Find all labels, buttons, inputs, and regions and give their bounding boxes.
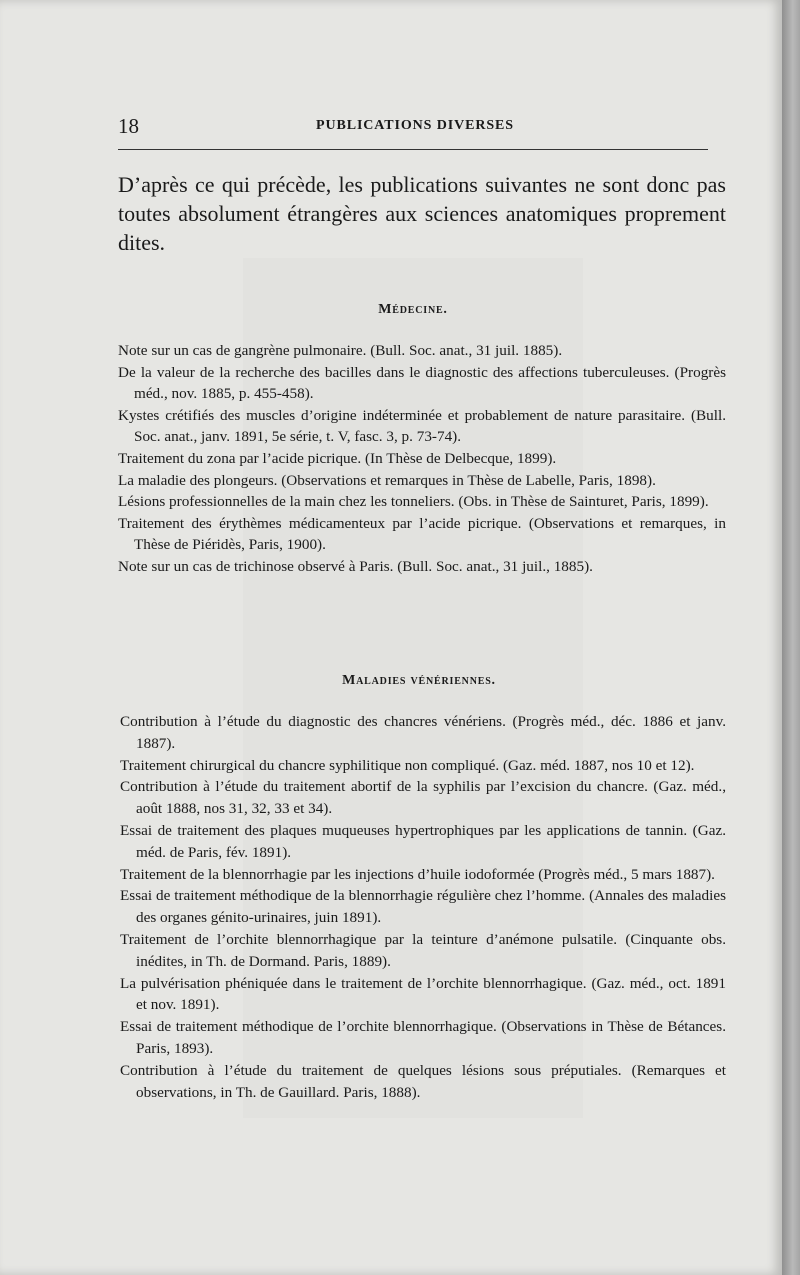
page-number: 18 (118, 114, 139, 138)
section-title-medecine: Médecine. (378, 302, 448, 317)
list-item: Traitement du zona par l’acide picrique. (In Thèse de Delbecque, 1899). (118, 449, 557, 467)
list-item: De la valeur de la recherche des bacilles dans le diagnostic des affections tuberculeuses. (Progrès méd., nov. 1885, p. 455-458). (118, 363, 726, 403)
list-item: Contribution à l’étude du traitement de quelques lésions sous préputiales. (Remarques et observations, in Th. de Gauillard. Paris, 1888). (120, 1061, 726, 1101)
list-item: Traitement de l’orchite blennorrhagique par la teinture d’anémone pulsatile. (Cinquante obs. inédites, in Th. de Dormand. Paris, 1889). (120, 930, 726, 970)
list-item: Contribution à l’étude du diagnostic des chancres vénériens. (Progrès méd., déc. 1886 et janv. 1887). (120, 713, 726, 752)
list-item: Essai de traitement méthodique de l’orchite blennorrhagique. (Observations in Thèse de Bétances. Paris, 1893). (120, 1018, 726, 1057)
list-item: Essai de traitement méthodique de la blennorrhagie régulière chez l’homme. (Annales des maladies des organes génito-urinaires, juin 1891). (120, 887, 726, 927)
running-head (118, 112, 708, 142)
list-item: Note sur un cas de gangrène pulmonaire. (Bull. Soc. anat., 31 juil. 1885). (118, 342, 563, 359)
list-item: Traitement des érythèmes médicamenteux par l’acide picrique. (Observations et remarques, in Thèse de Piéridès, Paris, 1900). (118, 514, 726, 554)
list-item: Lésions professionnelles de la main chez les tonneliers. (Obs. in Thèse de Sainturet, Paris, 1899). (118, 493, 709, 511)
intro-paragraph: D’après ce qui précède, les publications suivantes ne sont donc pas toutes absolument étrangères aux sciences anatomiques proprement dites. (118, 172, 726, 255)
publication-list-maladies (120, 711, 726, 1103)
running-title: PUBLICATIONS DIVERSES (316, 118, 514, 133)
list-item: Note sur un cas de trichinose observé à Paris. (Bull. Soc. anat., 31 juil., 1885). (118, 557, 593, 575)
list-item: Kystes crétifiés des muscles d’origine indéterminée et probablement de nature parasitaire. (Bull. Soc. anat., janv. 1891, 5e série, t. V, fasc. 3, p. 73-74). (118, 406, 726, 446)
list-item: Traitement chirurgical du chancre syphilitique non compliqué. (Gaz. méd. 1887, nos 10 et 12). (120, 756, 695, 774)
list-item: Contribution à l’étude du traitement abortif de la syphilis par l’excision du chancre. (Gaz. méd., août 1888, nos 31, 32, 33 et 34). (120, 778, 726, 818)
list-item: La maladie des plongeurs. (Observations et remarques in Thèse de Labelle, Paris, 1898). (118, 471, 656, 489)
section-title-maladies: Maladies vénériennes. (342, 673, 496, 688)
page-edge-shadow (782, 0, 800, 1275)
list-item: Essai de traitement des plaques muqueuses hypertrophiques par les applications de tannin. (Gaz. méd. de Paris, fév. 1891). (120, 821, 726, 861)
list-item: Traitement de la blennorrhagie par les injections d’huile iodoformée (Progrès méd., 5 mars 1887). (120, 865, 715, 883)
publication-list-medecine (118, 340, 726, 578)
list-item: La pulvérisation phéniquée dans le traitement de l’orchite blennorrhagique. (Gaz. méd., oct. 1891 et nov. 1891). (120, 974, 726, 1014)
header-rule (118, 149, 708, 150)
